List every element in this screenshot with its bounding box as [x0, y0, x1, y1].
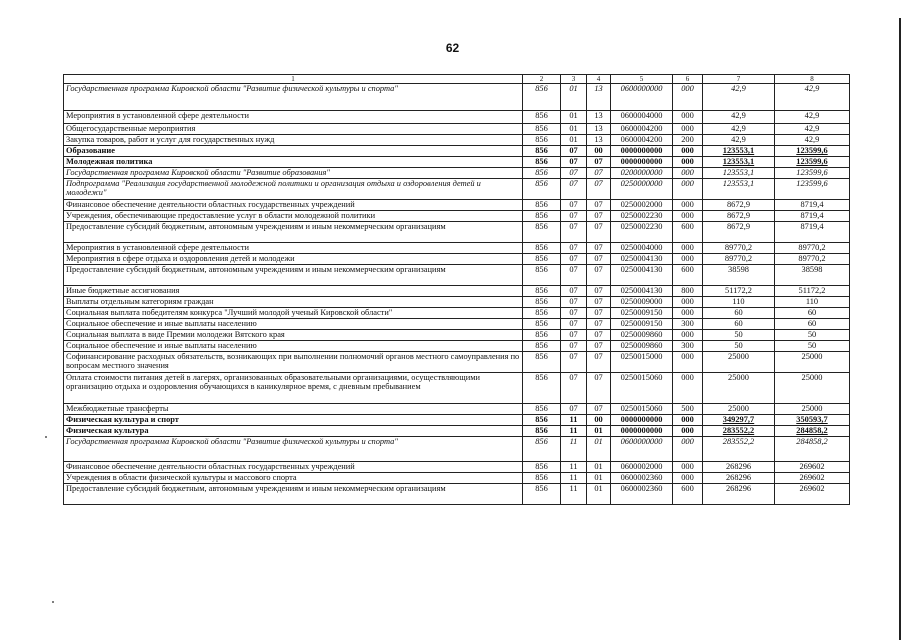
row-sum-year2-cell: 284858,2 [775, 426, 850, 437]
header-cell: 2 [523, 75, 561, 84]
row-section-cell: 07 [561, 319, 587, 330]
row-section-cell: 07 [561, 222, 587, 243]
row-target-article-cell: 0600002000 [611, 462, 673, 473]
row-name-cell: Мероприятия в установленной сфере деятельности [64, 243, 523, 254]
row-expense-type-cell: 000 [673, 124, 703, 135]
table-header-row [64, 75, 850, 84]
header-cell: 1 [64, 75, 523, 84]
row-expense-type-cell: 300 [673, 319, 703, 330]
row-sum-year1-cell: 268296 [703, 484, 775, 505]
header-cell: 6 [673, 75, 703, 84]
row-subsection-cell: 07 [587, 243, 611, 254]
row-name-cell: Межбюджетные трансферты [64, 404, 523, 415]
row-target-article-cell: 0250004000 [611, 243, 673, 254]
row-section-cell: 01 [561, 135, 587, 146]
row-target-article-cell: 0250009150 [611, 308, 673, 319]
row-subsection-cell: 01 [587, 473, 611, 484]
row-sum-year1-cell: 42,9 [703, 135, 775, 146]
row-target-article-cell: 0250000000 [611, 179, 673, 200]
row-code-cell: 856 [523, 319, 561, 330]
row-section-cell: 07 [561, 341, 587, 352]
row-section-cell: 07 [561, 254, 587, 265]
row-sum-year2-cell: 89770,2 [775, 243, 850, 254]
scan-speck [45, 436, 47, 438]
row-section-cell: 07 [561, 157, 587, 168]
row-section-cell: 07 [561, 146, 587, 157]
row-sum-year1-cell: 349297,7 [703, 415, 775, 426]
table-row [64, 135, 850, 146]
row-sum-year1-cell: 110 [703, 297, 775, 308]
row-expense-type-cell: 000 [673, 462, 703, 473]
row-sum-year2-cell: 42,9 [775, 84, 850, 111]
row-target-article-cell: 0600002360 [611, 484, 673, 505]
row-expense-type-cell: 000 [673, 437, 703, 462]
row-sum-year1-cell: 8672,9 [703, 200, 775, 211]
row-name-cell: Молодежная политика [64, 157, 523, 168]
row-sum-year1-cell: 50 [703, 341, 775, 352]
row-target-article-cell: 0200000000 [611, 168, 673, 179]
row-name-cell: Закупка товаров, работ и услуг для государственных нужд [64, 135, 523, 146]
row-section-cell: 07 [561, 243, 587, 254]
row-section-cell: 07 [561, 179, 587, 200]
row-subsection-cell: 07 [587, 168, 611, 179]
row-target-article-cell: 0250002000 [611, 200, 673, 211]
row-section-cell: 07 [561, 200, 587, 211]
row-sum-year2-cell: 8719,4 [775, 211, 850, 222]
table-row [64, 168, 850, 179]
row-sum-year2-cell: 42,9 [775, 124, 850, 135]
row-subsection-cell: 07 [587, 404, 611, 415]
row-target-article-cell: 0250002230 [611, 222, 673, 243]
row-expense-type-cell: 000 [673, 352, 703, 373]
row-section-cell: 07 [561, 373, 587, 404]
row-expense-type-cell: 000 [673, 179, 703, 200]
row-subsection-cell: 07 [587, 308, 611, 319]
row-sum-year2-cell: 123599,6 [775, 146, 850, 157]
table-row [64, 124, 850, 135]
row-name-cell: Социальное обеспечение и иные выплаты населению [64, 319, 523, 330]
row-name-cell: Финансовое обеспечение деятельности областных государственных учреждений [64, 200, 523, 211]
row-sum-year2-cell: 269602 [775, 484, 850, 505]
row-section-cell: 07 [561, 211, 587, 222]
row-target-article-cell: 0250004130 [611, 265, 673, 286]
row-subsection-cell: 07 [587, 200, 611, 211]
table-row [64, 157, 850, 168]
table-row [64, 404, 850, 415]
row-target-article-cell: 0600002360 [611, 473, 673, 484]
row-subsection-cell: 07 [587, 211, 611, 222]
table-row [64, 437, 850, 462]
row-sum-year1-cell: 123553,1 [703, 157, 775, 168]
row-subsection-cell: 13 [587, 84, 611, 111]
row-expense-type-cell: 000 [673, 308, 703, 319]
row-name-cell: Общегосударственные мероприятия [64, 124, 523, 135]
row-expense-type-cell: 000 [673, 243, 703, 254]
row-sum-year2-cell: 8719,4 [775, 222, 850, 243]
row-subsection-cell: 07 [587, 319, 611, 330]
row-sum-year2-cell: 42,9 [775, 135, 850, 146]
row-target-article-cell: 0600004200 [611, 135, 673, 146]
row-name-cell: Мероприятия в установленной сфере деятельности [64, 111, 523, 124]
row-name-cell: Социальная выплата победителям конкурса "Лучший молодой ученый Кировской области" [64, 308, 523, 319]
row-subsection-cell: 13 [587, 135, 611, 146]
row-name-cell: Оплата стоимости питания детей в лагерях, организованных образовательными организациями, осуществляющими организацию отдыха и оздоровления обучающихся в каникулярное время, с дневным пребыванием [64, 373, 523, 404]
table-row [64, 484, 850, 505]
table-row [64, 243, 850, 254]
row-sum-year1-cell: 89770,2 [703, 254, 775, 265]
row-target-article-cell: 0600000000 [611, 437, 673, 462]
row-subsection-cell: 01 [587, 484, 611, 505]
row-subsection-cell: 07 [587, 254, 611, 265]
row-sum-year1-cell: 123553,1 [703, 146, 775, 157]
row-sum-year1-cell: 42,9 [703, 124, 775, 135]
row-name-cell: Подпрограмма "Реализация государственной молодежной политики и организация отдыха и оздоровления детей и молодежи" [64, 179, 523, 200]
row-name-cell: Социальное обеспечение и иные выплаты населению [64, 341, 523, 352]
row-code-cell: 856 [523, 254, 561, 265]
row-code-cell: 856 [523, 243, 561, 254]
row-sum-year2-cell: 123599,6 [775, 179, 850, 200]
row-sum-year2-cell: 50 [775, 330, 850, 341]
row-sum-year2-cell: 38598 [775, 265, 850, 286]
row-sum-year2-cell: 50 [775, 341, 850, 352]
table-row [64, 308, 850, 319]
row-section-cell: 11 [561, 473, 587, 484]
row-code-cell: 856 [523, 200, 561, 211]
header-cell: 8 [775, 75, 850, 84]
row-subsection-cell: 00 [587, 146, 611, 157]
row-target-article-cell: 0250009860 [611, 341, 673, 352]
table-row [64, 222, 850, 243]
table-row [64, 462, 850, 473]
row-code-cell: 856 [523, 308, 561, 319]
table-row [64, 111, 850, 124]
row-code-cell: 856 [523, 168, 561, 179]
row-expense-type-cell: 000 [673, 111, 703, 124]
row-target-article-cell: 0000000000 [611, 415, 673, 426]
row-expense-type-cell: 000 [673, 415, 703, 426]
table-row [64, 330, 850, 341]
row-target-article-cell: 0000000000 [611, 146, 673, 157]
row-subsection-cell: 01 [587, 426, 611, 437]
row-subsection-cell: 07 [587, 341, 611, 352]
row-expense-type-cell: 500 [673, 404, 703, 415]
header-cell: 5 [611, 75, 673, 84]
row-target-article-cell: 0600000000 [611, 84, 673, 111]
row-sum-year1-cell: 283552,2 [703, 426, 775, 437]
table-row [64, 179, 850, 200]
row-name-cell: Образование [64, 146, 523, 157]
row-expense-type-cell: 000 [673, 297, 703, 308]
row-subsection-cell: 00 [587, 415, 611, 426]
row-sum-year2-cell: 25000 [775, 404, 850, 415]
row-section-cell: 01 [561, 111, 587, 124]
row-target-article-cell: 0250015060 [611, 404, 673, 415]
row-sum-year1-cell: 8672,9 [703, 211, 775, 222]
table-row [64, 84, 850, 111]
table-row [64, 341, 850, 352]
row-sum-year2-cell: 350593,7 [775, 415, 850, 426]
row-sum-year1-cell: 42,9 [703, 84, 775, 111]
table-row [64, 200, 850, 211]
row-sum-year1-cell: 50 [703, 330, 775, 341]
row-sum-year2-cell: 25000 [775, 352, 850, 373]
row-section-cell: 07 [561, 297, 587, 308]
row-section-cell: 11 [561, 484, 587, 505]
row-code-cell: 856 [523, 124, 561, 135]
row-sum-year2-cell: 60 [775, 308, 850, 319]
row-sum-year1-cell: 123553,1 [703, 168, 775, 179]
row-target-article-cell: 0250009860 [611, 330, 673, 341]
row-sum-year1-cell: 25000 [703, 352, 775, 373]
row-target-article-cell: 0600004200 [611, 124, 673, 135]
table-row [64, 297, 850, 308]
budget-table [63, 74, 850, 505]
table-row [64, 286, 850, 297]
row-sum-year1-cell: 123553,1 [703, 179, 775, 200]
row-section-cell: 11 [561, 415, 587, 426]
row-subsection-cell: 07 [587, 157, 611, 168]
row-expense-type-cell: 000 [673, 373, 703, 404]
row-name-cell: Физическая культура [64, 426, 523, 437]
row-sum-year2-cell: 110 [775, 297, 850, 308]
row-section-cell: 07 [561, 168, 587, 179]
row-code-cell: 856 [523, 404, 561, 415]
row-sum-year2-cell: 8719,4 [775, 200, 850, 211]
row-expense-type-cell: 600 [673, 484, 703, 505]
row-code-cell: 856 [523, 341, 561, 352]
row-code-cell: 856 [523, 437, 561, 462]
row-code-cell: 856 [523, 157, 561, 168]
table-row [64, 211, 850, 222]
row-target-article-cell: 0250015060 [611, 373, 673, 404]
row-expense-type-cell: 600 [673, 265, 703, 286]
table-row [64, 415, 850, 426]
row-sum-year1-cell: 42,9 [703, 111, 775, 124]
row-expense-type-cell: 200 [673, 135, 703, 146]
row-name-cell: Иные бюджетные ассигнования [64, 286, 523, 297]
row-subsection-cell: 07 [587, 330, 611, 341]
row-section-cell: 07 [561, 286, 587, 297]
row-section-cell: 01 [561, 84, 587, 111]
row-name-cell: Государственная программа Кировской области "Развитие физической культуры и спорта" [64, 84, 523, 111]
row-sum-year1-cell: 51172,2 [703, 286, 775, 297]
row-code-cell: 856 [523, 111, 561, 124]
row-sum-year2-cell: 269602 [775, 473, 850, 484]
row-code-cell: 856 [523, 297, 561, 308]
row-sum-year2-cell: 123599,6 [775, 168, 850, 179]
row-sum-year2-cell: 284858,2 [775, 437, 850, 462]
table-row [64, 319, 850, 330]
table-row [64, 373, 850, 404]
row-subsection-cell: 07 [587, 373, 611, 404]
row-expense-type-cell: 000 [673, 426, 703, 437]
row-expense-type-cell: 600 [673, 222, 703, 243]
row-section-cell: 07 [561, 265, 587, 286]
row-subsection-cell: 07 [587, 352, 611, 373]
row-code-cell: 856 [523, 330, 561, 341]
row-target-article-cell: 0000000000 [611, 426, 673, 437]
row-target-article-cell: 0000000000 [611, 157, 673, 168]
row-name-cell: Софинансирование расходных обязательств, возникающих при выполнении полномочий органов местного самоуправления по вопросам местного значения [64, 352, 523, 373]
row-code-cell: 856 [523, 415, 561, 426]
row-expense-type-cell: 000 [673, 254, 703, 265]
row-name-cell: Предоставление субсидий бюджетным, автономным учреждениям и иным некоммерческим организациям [64, 265, 523, 286]
row-subsection-cell: 07 [587, 265, 611, 286]
row-name-cell: Мероприятия в сфере отдыха и оздоровления детей и молодежи [64, 254, 523, 265]
row-subsection-cell: 07 [587, 286, 611, 297]
row-sum-year1-cell: 283552,2 [703, 437, 775, 462]
row-section-cell: 07 [561, 308, 587, 319]
row-section-cell: 07 [561, 404, 587, 415]
row-code-cell: 856 [523, 265, 561, 286]
row-name-cell: Государственная программа Кировской области "Развитие образования" [64, 168, 523, 179]
table-row [64, 254, 850, 265]
header-cell: 4 [587, 75, 611, 84]
row-sum-year1-cell: 60 [703, 308, 775, 319]
row-name-cell: Физическая культура и спорт [64, 415, 523, 426]
row-sum-year2-cell: 89770,2 [775, 254, 850, 265]
row-name-cell: Выплаты отдельным категориям граждан [64, 297, 523, 308]
row-sum-year2-cell: 51172,2 [775, 286, 850, 297]
row-sum-year2-cell: 60 [775, 319, 850, 330]
row-subsection-cell: 07 [587, 222, 611, 243]
table-row [64, 352, 850, 373]
row-name-cell: Предоставление субсидий бюджетным, автономным учреждениям и иным некоммерческим организациям [64, 484, 523, 505]
row-section-cell: 01 [561, 124, 587, 135]
row-section-cell: 11 [561, 437, 587, 462]
row-name-cell: Государственная программа Кировской области "Развитие физической культуры и спорта" [64, 437, 523, 462]
row-subsection-cell: 07 [587, 179, 611, 200]
row-sum-year2-cell: 42,9 [775, 111, 850, 124]
row-expense-type-cell: 000 [673, 473, 703, 484]
row-section-cell: 11 [561, 426, 587, 437]
row-section-cell: 11 [561, 462, 587, 473]
row-sum-year2-cell: 25000 [775, 373, 850, 404]
row-expense-type-cell: 000 [673, 146, 703, 157]
row-subsection-cell: 07 [587, 297, 611, 308]
row-subsection-cell: 13 [587, 111, 611, 124]
row-name-cell: Финансовое обеспечение деятельности областных государственных учреждений [64, 462, 523, 473]
row-code-cell: 856 [523, 462, 561, 473]
row-sum-year1-cell: 60 [703, 319, 775, 330]
row-sum-year1-cell: 25000 [703, 373, 775, 404]
row-expense-type-cell: 000 [673, 157, 703, 168]
row-expense-type-cell: 000 [673, 211, 703, 222]
row-code-cell: 856 [523, 473, 561, 484]
row-code-cell: 856 [523, 179, 561, 200]
row-sum-year1-cell: 268296 [703, 473, 775, 484]
row-expense-type-cell: 000 [673, 330, 703, 341]
row-name-cell: Предоставление субсидий бюджетным, автономным учреждениям и иным некоммерческим организациям [64, 222, 523, 243]
row-sum-year2-cell: 123599,6 [775, 157, 850, 168]
row-subsection-cell: 01 [587, 437, 611, 462]
row-target-article-cell: 0250015000 [611, 352, 673, 373]
row-target-article-cell: 0250009000 [611, 297, 673, 308]
table-row [64, 473, 850, 484]
row-code-cell: 856 [523, 286, 561, 297]
table-row [64, 426, 850, 437]
row-sum-year1-cell: 38598 [703, 265, 775, 286]
row-target-article-cell: 0250004130 [611, 254, 673, 265]
row-code-cell: 856 [523, 211, 561, 222]
row-sum-year1-cell: 25000 [703, 404, 775, 415]
row-target-article-cell: 0250002230 [611, 211, 673, 222]
header-cell: 3 [561, 75, 587, 84]
row-name-cell: Учреждения, обеспечивающие предоставление услуг в области молодежной политики [64, 211, 523, 222]
row-code-cell: 856 [523, 84, 561, 111]
table-row [64, 265, 850, 286]
row-code-cell: 856 [523, 426, 561, 437]
row-section-cell: 07 [561, 330, 587, 341]
row-code-cell: 856 [523, 373, 561, 404]
row-code-cell: 856 [523, 146, 561, 157]
row-target-article-cell: 0250009150 [611, 319, 673, 330]
row-expense-type-cell: 300 [673, 341, 703, 352]
row-expense-type-cell: 000 [673, 200, 703, 211]
row-code-cell: 856 [523, 352, 561, 373]
row-sum-year1-cell: 268296 [703, 462, 775, 473]
table-row [64, 146, 850, 157]
row-expense-type-cell: 000 [673, 84, 703, 111]
row-expense-type-cell: 800 [673, 286, 703, 297]
row-sum-year1-cell: 89770,2 [703, 243, 775, 254]
row-expense-type-cell: 000 [673, 168, 703, 179]
row-subsection-cell: 13 [587, 124, 611, 135]
row-sum-year1-cell: 8672,9 [703, 222, 775, 243]
scan-speck [52, 601, 54, 603]
page-edge-line [899, 18, 901, 640]
row-section-cell: 07 [561, 352, 587, 373]
row-sum-year2-cell: 269602 [775, 462, 850, 473]
row-target-article-cell: 0600004000 [611, 111, 673, 124]
row-code-cell: 856 [523, 484, 561, 505]
row-code-cell: 856 [523, 135, 561, 146]
page-number: 62 [445, 41, 460, 55]
header-cell: 7 [703, 75, 775, 84]
row-subsection-cell: 01 [587, 462, 611, 473]
row-target-article-cell: 0250004130 [611, 286, 673, 297]
row-name-cell: Социальная выплата в виде Премии молодежи Вятского края [64, 330, 523, 341]
row-name-cell: Учреждения в области физической культуры и массового спорта [64, 473, 523, 484]
row-code-cell: 856 [523, 222, 561, 243]
